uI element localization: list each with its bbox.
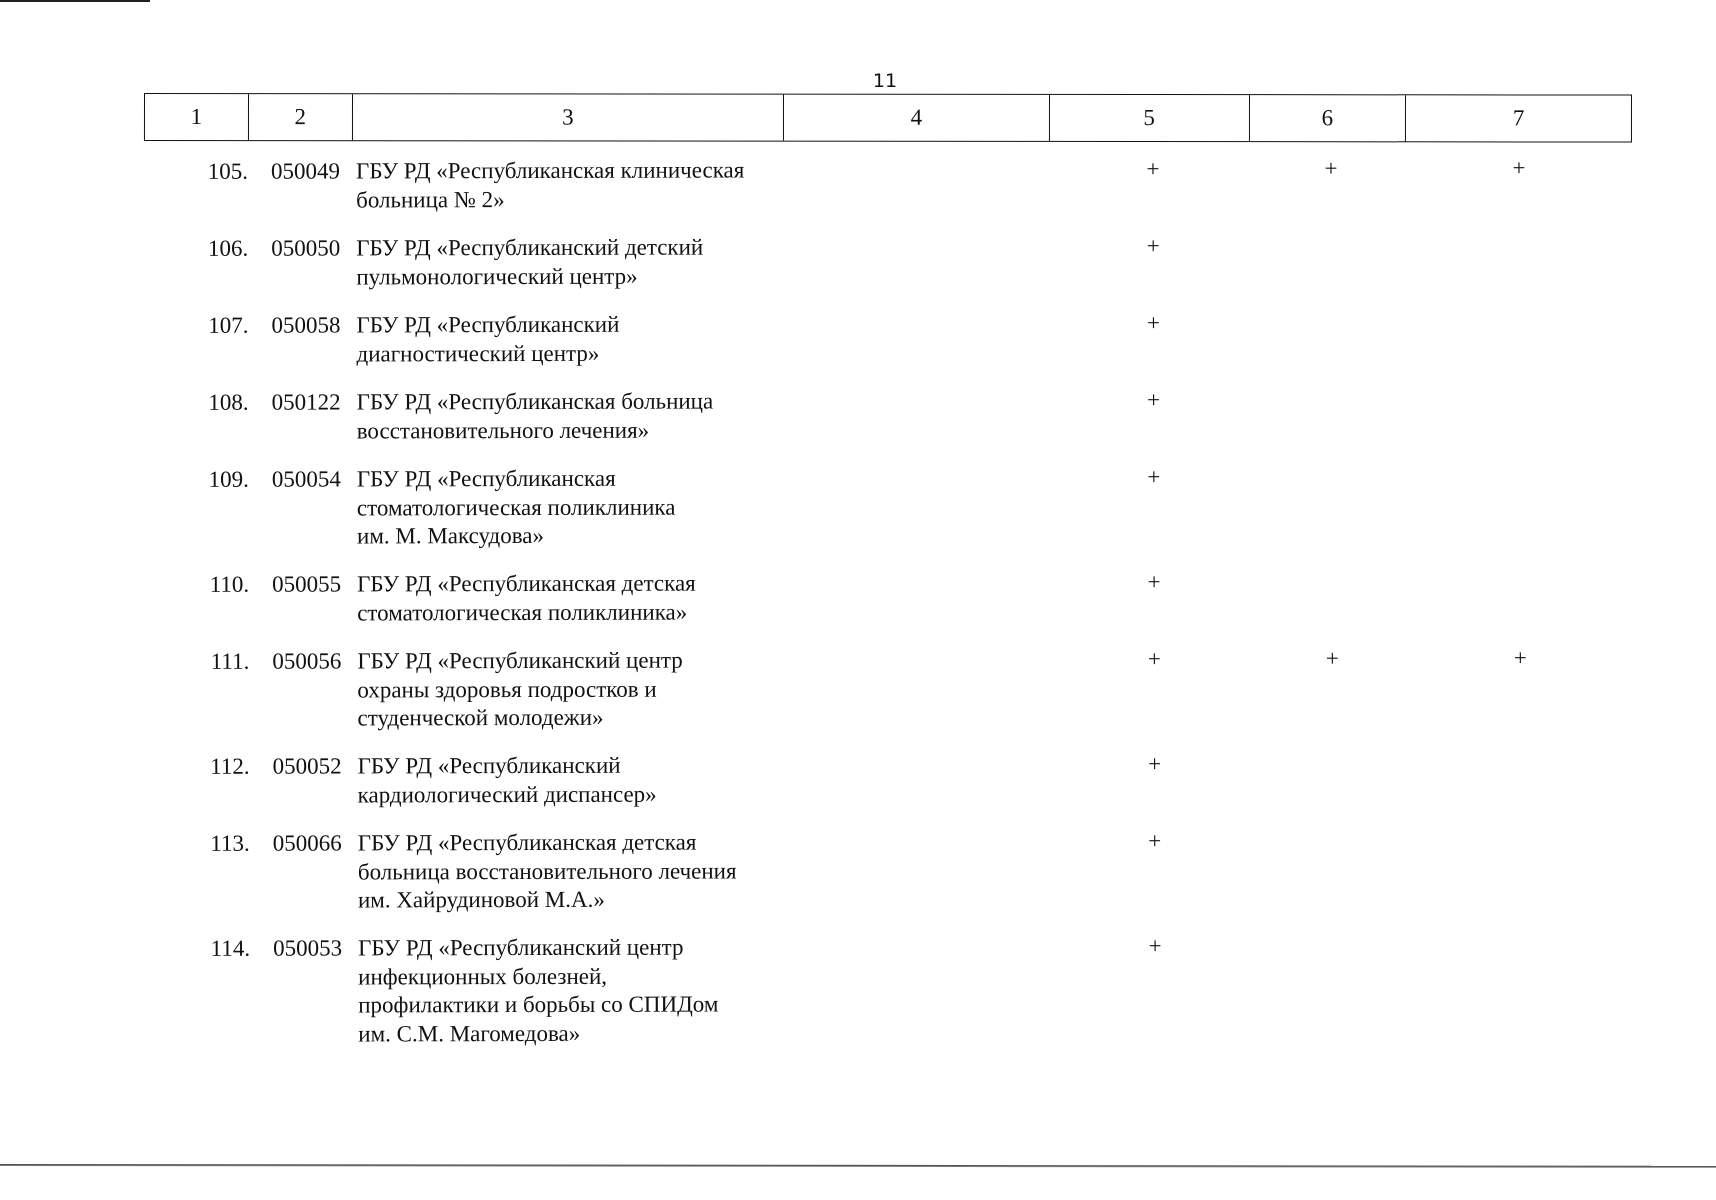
row-code: 050050 xyxy=(271,235,341,261)
row-name xyxy=(358,933,798,1048)
row-name-line: им. Хайрудиновой М.А.» xyxy=(357,886,605,913)
row-mark-col-5: + xyxy=(1146,310,1160,336)
row-code: 050055 xyxy=(272,571,342,597)
row-name-line: ГБУ РД «Республиканский центр xyxy=(357,647,683,674)
row-mark-col-5: + xyxy=(1147,646,1161,672)
row-name xyxy=(357,646,797,733)
row-code: 050053 xyxy=(273,935,343,961)
row-name-line: больница № 2» xyxy=(356,186,505,212)
row-name-line: ГБУ РД «Республиканская детская xyxy=(357,570,696,597)
row-name-line: кардиологический диспансер» xyxy=(357,781,657,807)
row-number: 109. xyxy=(208,466,249,492)
page-number: 11 xyxy=(872,70,898,92)
row-name xyxy=(358,828,798,915)
row-number: 106. xyxy=(207,235,249,261)
row-name-line: ГБУ РД «Республиканский детский xyxy=(356,234,704,261)
row-name-line: ГБУ РД «Республиканский центр xyxy=(358,934,684,961)
row-mark-col-5: + xyxy=(1147,464,1161,490)
table-row xyxy=(0,231,1716,289)
row-name xyxy=(357,464,797,551)
header-col-7: 7 xyxy=(1512,105,1525,131)
row-mark-col-5: + xyxy=(1147,387,1161,413)
row-name-line: ГБУ РД «Республиканская xyxy=(356,465,616,492)
header-col-1: 1 xyxy=(145,94,249,140)
header-col-2: 2 xyxy=(249,94,353,140)
row-name xyxy=(358,751,798,809)
header-col-5: 5 xyxy=(1050,95,1250,141)
row-name-line: стоматологическая поликлиника» xyxy=(357,599,688,625)
row-code: 050058 xyxy=(271,312,341,338)
row-mark-col-5: + xyxy=(1148,751,1162,777)
table-row xyxy=(0,154,1716,212)
row-mark-col-7: + xyxy=(1513,645,1527,671)
row-name-line: диагностический центр» xyxy=(356,340,600,366)
row-mark-col-5: + xyxy=(1146,233,1160,259)
row-code: 050052 xyxy=(272,753,342,779)
row-mark-col-5: + xyxy=(1146,156,1160,182)
row-number: 105. xyxy=(207,158,249,184)
row-name xyxy=(357,387,797,445)
row-name-line: ГБУ РД «Республиканский xyxy=(356,311,620,338)
row-name-line: пульмонологический центр» xyxy=(356,263,638,289)
table-row xyxy=(1,644,1716,731)
table-row xyxy=(1,385,1716,443)
row-name xyxy=(356,156,796,214)
row-name-line: стоматологическая поликлиника xyxy=(356,494,676,520)
row-number: 110. xyxy=(209,571,250,597)
row-name-line: ГБУ РД «Республиканский xyxy=(357,752,621,779)
row-mark-col-6: + xyxy=(1325,645,1339,671)
row-name-line: ГБУ РД «Республиканская детская xyxy=(357,829,697,856)
row-name xyxy=(357,569,797,627)
row-name-line: охраны здоровья подростков и xyxy=(357,676,657,702)
row-mark-col-5: + xyxy=(1148,828,1162,854)
header-col-6: 6 xyxy=(1249,95,1406,141)
row-name-line: инфекционных болезней, xyxy=(358,963,608,989)
row-code: 050122 xyxy=(271,389,341,415)
row-number: 107. xyxy=(208,312,249,338)
row-number: 114. xyxy=(210,935,251,961)
row-code: 050066 xyxy=(272,830,342,856)
row-name-line: ГБУ РД «Республиканская клиническая xyxy=(355,157,745,184)
row-name-line: им. С.М. Магомедова» xyxy=(358,1020,581,1046)
row-code: 050056 xyxy=(272,648,342,674)
header-col-4: 4 xyxy=(784,95,1050,141)
table-row xyxy=(0,308,1716,366)
row-name-line: больница восстановительного лечения xyxy=(357,857,737,884)
row-mark-col-6: + xyxy=(1324,155,1338,181)
row-name-line: студенческой молодежи» xyxy=(357,704,604,731)
row-mark-col-5: + xyxy=(1148,933,1162,959)
row-name-line: ГБУ РД «Республиканская больница xyxy=(356,388,714,415)
row-number: 108. xyxy=(208,389,249,415)
table-row xyxy=(1,462,1716,549)
row-code: 050049 xyxy=(270,158,341,184)
row-mark-col-7: + xyxy=(1512,155,1526,181)
table-row xyxy=(2,931,1716,1046)
row-name-line: восстановительного лечения» xyxy=(356,417,650,443)
row-number: 112. xyxy=(210,753,250,779)
row-name-line: им. М. Максудова» xyxy=(356,522,545,549)
row-name-line: профилактики и борьбы со СПИДом xyxy=(358,991,719,1018)
row-number: 113. xyxy=(210,830,250,856)
table-row xyxy=(2,749,1716,807)
table-row xyxy=(1,567,1716,625)
row-mark-col-5: + xyxy=(1147,569,1161,595)
row-code: 050054 xyxy=(271,466,341,492)
row-name xyxy=(356,310,796,368)
table-row xyxy=(2,826,1716,913)
row-name xyxy=(356,233,796,291)
row-number: 111. xyxy=(210,648,250,674)
header-col-3: 3 xyxy=(353,94,784,140)
